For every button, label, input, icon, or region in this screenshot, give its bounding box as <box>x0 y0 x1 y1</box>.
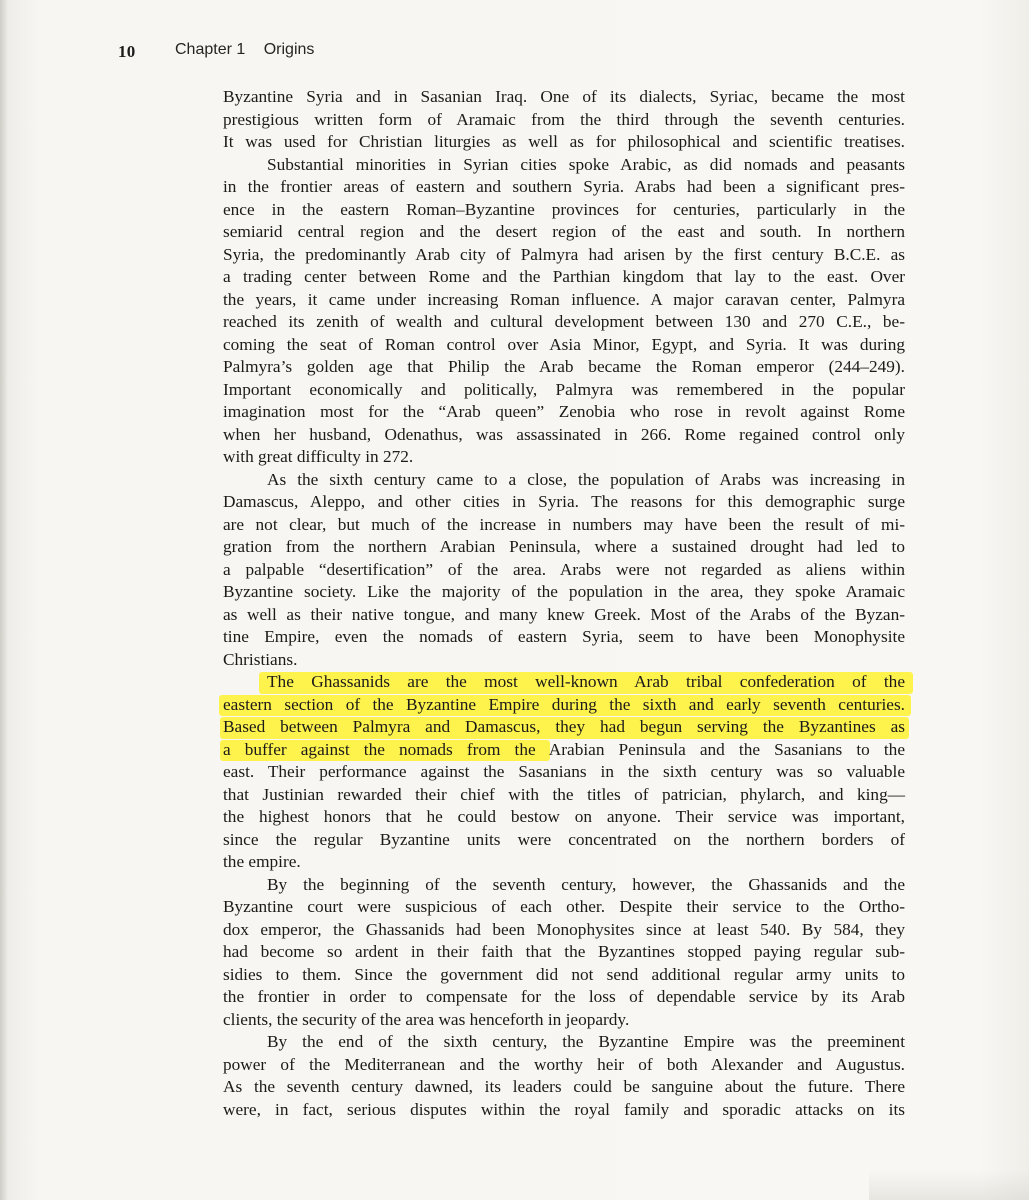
text-line: the frontier in order to compensate for the loss of dependable service by its Arab <box>223 987 905 1006</box>
text-line: By the beginning of the seventh century, however, the Ghassanids and the <box>267 874 905 894</box>
text-line: sidies to them. Since the government did not send additional regular army units to <box>223 964 905 984</box>
text-line: clients, the security of the area was henceforth in jeopardy. <box>223 1009 630 1029</box>
text-line: the empire. <box>223 852 301 871</box>
page-corner-shade <box>869 1170 1029 1200</box>
text-line: gration from the northern Arabian Peninsula, where a sustained drought had led to <box>223 537 905 556</box>
text-line: the highest honors that he could bestow on anyone. Their service was important, <box>223 807 905 826</box>
text-line: Palmyra’s golden age that Philip the Arab became the Roman emperor (244–249). <box>223 357 905 376</box>
page-header <box>0 40 1029 66</box>
text-line: are not clear, but much of the increase in numbers may have been the result of mi- <box>223 514 905 534</box>
text-line: As the seventh century dawned, its leaders could be sanguine about the future. There <box>223 1077 905 1096</box>
text-line: when her husband, Odenathus, was assassinated in 266. Rome regained control only <box>223 424 905 444</box>
running-head-section: Origins <box>263 41 315 58</box>
text-line: prestigious written form of Aramaic from the third through the seventh centuries. <box>223 109 905 129</box>
text-line: It was used for Christian liturgies as well as for philosophical and scientific treatises. <box>223 132 905 151</box>
text-line: east. Their performance against the Sasanians in the sixth century was so valuable <box>223 762 905 781</box>
text-line: As the sixth century came to a close, the population of Arabs was increasing in <box>267 469 905 489</box>
body-text <box>223 86 905 1121</box>
text-line: tine Empire, even the nomads of eastern Syria, seem to have been Monophysite <box>223 627 905 646</box>
highlighted-text-line: Based between Palmyra and Damascus, they had begun serving the Byzantines as <box>223 716 905 739</box>
running-head-chapter: Chapter 1 <box>175 41 246 58</box>
text-line: in the frontier areas of eastern and southern Syria. Arabs had been a significant pres- <box>223 177 905 196</box>
text-line: Byzantine Syria and in Sasanian Iraq. One of its dialects, Syriac, became the most <box>223 87 905 106</box>
text-line: since the regular Byzantine units were concentrated on the northern borders of <box>223 829 905 849</box>
text-line: a palpable “desertification” of the area. Arabs were not regarded as aliens within <box>223 559 905 579</box>
text-line: ence in the eastern Roman–Byzantine provinces for centuries, particularly in the <box>223 199 905 219</box>
text-line: Christians. <box>223 649 298 669</box>
text-line: reached its zenith of wealth and cultural development between 130 and 270 C.E., be- <box>223 312 905 331</box>
page-edge-shadow <box>0 0 8 1200</box>
text-line: the years, it came under increasing Roman influence. A major caravan center, Palmyra <box>223 289 905 309</box>
text-line: power of the Mediterranean and the worthy heir of both Alexander and Augustus. <box>223 1054 905 1074</box>
text-line: Byzantine society. Like the majority of the population in the area, they spoke Aramaic <box>223 582 905 601</box>
page-number: 10 <box>118 42 136 61</box>
text-line: By the end of the sixth century, the Byzantine Empire was the preeminent <box>267 1032 905 1051</box>
highlighted-text-line: The Ghassanids are the most well-known Arab tribal confederation of the <box>223 671 905 694</box>
text-line: Damascus, Aleppo, and other cities in Syria. The reasons for this demographic surge <box>223 492 905 511</box>
text-line: Substantial minorities in Syrian cities spoke Arabic, as did nomads and peasants <box>267 154 905 174</box>
text-line: had become so ardent in their faith that the Byzantines stopped paying regular sub- <box>223 942 905 961</box>
text-line: imagination most for the “Arab queen” Zenobia who rose in revolt against Rome <box>223 402 905 421</box>
text-line: a trading center between Rome and the Parthian kingdom that lay to the east. Over <box>223 267 905 286</box>
text-line: dox emperor, the Ghassanids had been Monophysites since at least 540. By 584, they <box>223 919 905 939</box>
running-head <box>175 41 314 59</box>
highlighted-text-line: eastern section of the Byzantine Empire during the sixth and early seventh centuries. <box>223 694 905 717</box>
text-line: Byzantine court were suspicious of each other. Despite their service to the Ortho- <box>223 897 905 916</box>
text-line: Syria, the predominantly Arab city of Palmyra had arisen by the first century B.C.E. as <box>223 244 905 264</box>
text-line: were, in fact, serious disputes within the royal family and sporadic attacks on its <box>223 1099 905 1119</box>
text-line: semiarid central region and the desert region of the east and south. In northern <box>223 222 905 241</box>
text-line: with great difficulty in 272. <box>223 447 414 466</box>
text-line: that Justinian rewarded their chief with the titles of patrician, phylarch, and king— <box>223 784 905 804</box>
highlighted-text-line: a buffer against the nomads from the Arabian Peninsula and the Sasanians to the <box>223 739 905 762</box>
text-line: as well as their native tongue, and many knew Greek. Most of the Arabs of the Byzan- <box>223 604 905 624</box>
text-line: Important economically and politically, Palmyra was remembered in the popular <box>223 379 905 399</box>
text-line: coming the seat of Roman control over Asia Minor, Egypt, and Syria. It was during <box>223 334 905 354</box>
